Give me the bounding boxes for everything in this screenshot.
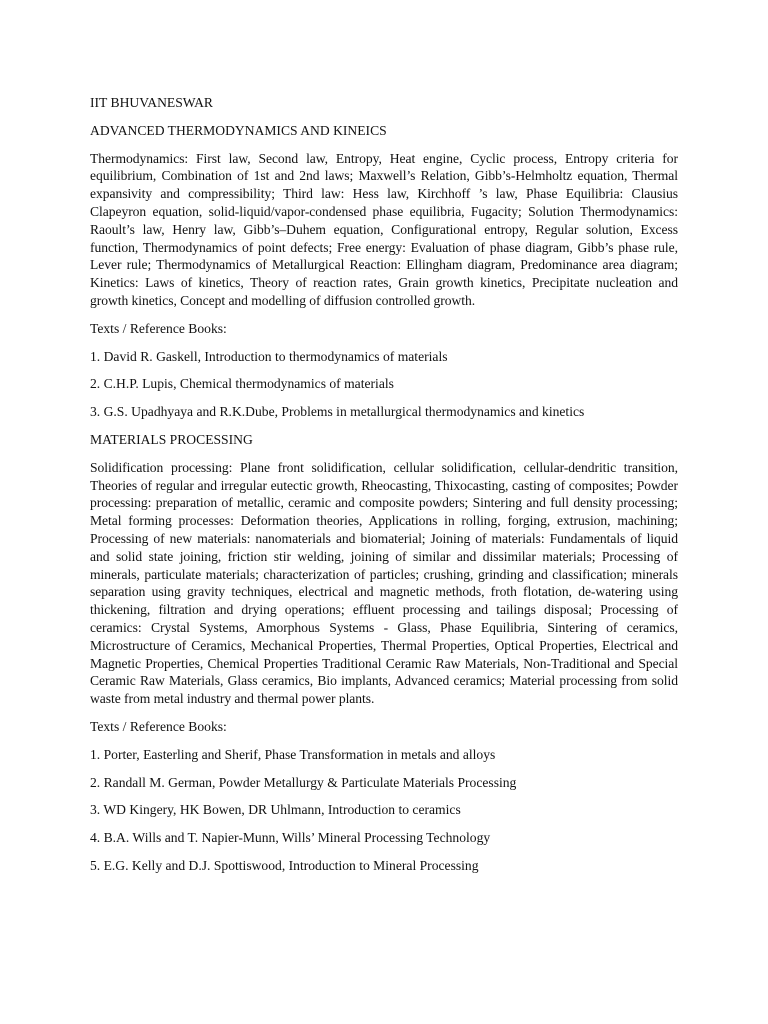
reference-item: 3. G.S. Upadhyaya and R.K.Dube, Problems in metallurgical thermodynamics and kinetics [90, 404, 585, 420]
reference-item: 2. Randall M. German, Powder Metallurgy & Particulate Materials Processing [90, 774, 517, 790]
reference-item: 1. David R. Gaskell, Introduction to thermodynamics of materials [90, 348, 448, 364]
references-label: Texts / Reference Books: [90, 718, 227, 734]
reference-item: 4. B.A. Wills and T. Napier-Munn, Wills’ Mineral Processing Technology [90, 830, 491, 846]
section-title-materials-processing: MATERIALS PROCESSING [90, 431, 253, 447]
section-title-thermodynamics: ADVANCED THERMODYNAMICS AND KINEICS [90, 122, 387, 138]
reference-item: 2. C.H.P. Lupis, Chemical thermodynamics of materials [90, 376, 394, 392]
reference-item: 1. Porter, Easterling and Sherif, Phase Transformation in metals and alloys [90, 746, 496, 762]
section-body-thermodynamics: Thermodynamics: First law, Second law, Entropy, Heat engine, Cyclic process, Entropy criteria for equilibrium, Combination of 1st and 2nd laws; Maxwell’s Relation, Gibb’s-Helmholtz equation, Thermal expansivity and compressibility; Third law: Hess law, Kirchhoff ’s law, Phase Equilibria: Clausius Clapeyron equation, solid-liquid/vapor-condensed phase equilibria, Fugacity; Solution Thermodynamics: Raoult’s law, Henry law, Gibb’s–Duhem equation, Configurational entropy, Regular solution, Excess function, Thermodynamics of point defects; Free energy: Evaluation of phase diagram, Gibb’s phase rule, Lever rule; Thermodynamics of Metallurgical Reaction: Ellingham diagram, Predominance area diagram; Kinetics: Laws of kinetics, Theory of reaction rates, Grain growth kinetics, Precipitate nucleation and growth kinetics, Concept and modelling of diffusion controlled growth. [90, 150, 678, 308]
institute-name: IIT BHUVANESWAR [90, 95, 213, 110]
references-label: Texts / Reference Books: [90, 320, 227, 336]
section-body-materials-processing: Solidification processing: Plane front solidification, cellular solidification, cellular-dendritic transition, Theories of regular and irregular eutectic growth, Rheocasting, Thixocasting, casting of composites; Powder processing: preparation of metallic, ceramic and composite powders; Sintering and full density processing; Metal forming processes: Deformation theories, Applications in rolling, forging, extrusion, machining; Processing of new materials: nanomaterials and biomaterial; Joining of materials: Fundamentals of liquid and solid state joining, friction stir welding, joining of similar and dissimilar materials; Processing of minerals, particulate materials; characterization of particles; crushing, grinding and classification; minerals separation using gravity techniques, electrical and magnetic methods, froth flotation, de-watering using thickening, filtration and drying operations; effluent processing and tailings disposal; Processing of ceramics: Crystal Systems, Amorphous Systems - Glass, Phase Equilibria, Sintering of ceramics, Microstructure of Ceramics, Mechanical Properties, Thermal Properties, Optical Properties, Electrical and Magnetic Properties, Chemical Properties Traditional Ceramic Raw Materials, Non-Traditional and Special Ceramic Raw Materials, Glass ceramics, Bio implants, Advanced ceramics; Material processing from solid waste from metal industry and thermal power plants. [90, 459, 678, 707]
reference-item: 5. E.G. Kelly and D.J. Spottiswood, Introduction to Mineral Processing [90, 857, 479, 873]
document-page [90, 94, 678, 885]
reference-item: 3. WD Kingery, HK Bowen, DR Uhlmann, Introduction to ceramics [90, 802, 461, 818]
